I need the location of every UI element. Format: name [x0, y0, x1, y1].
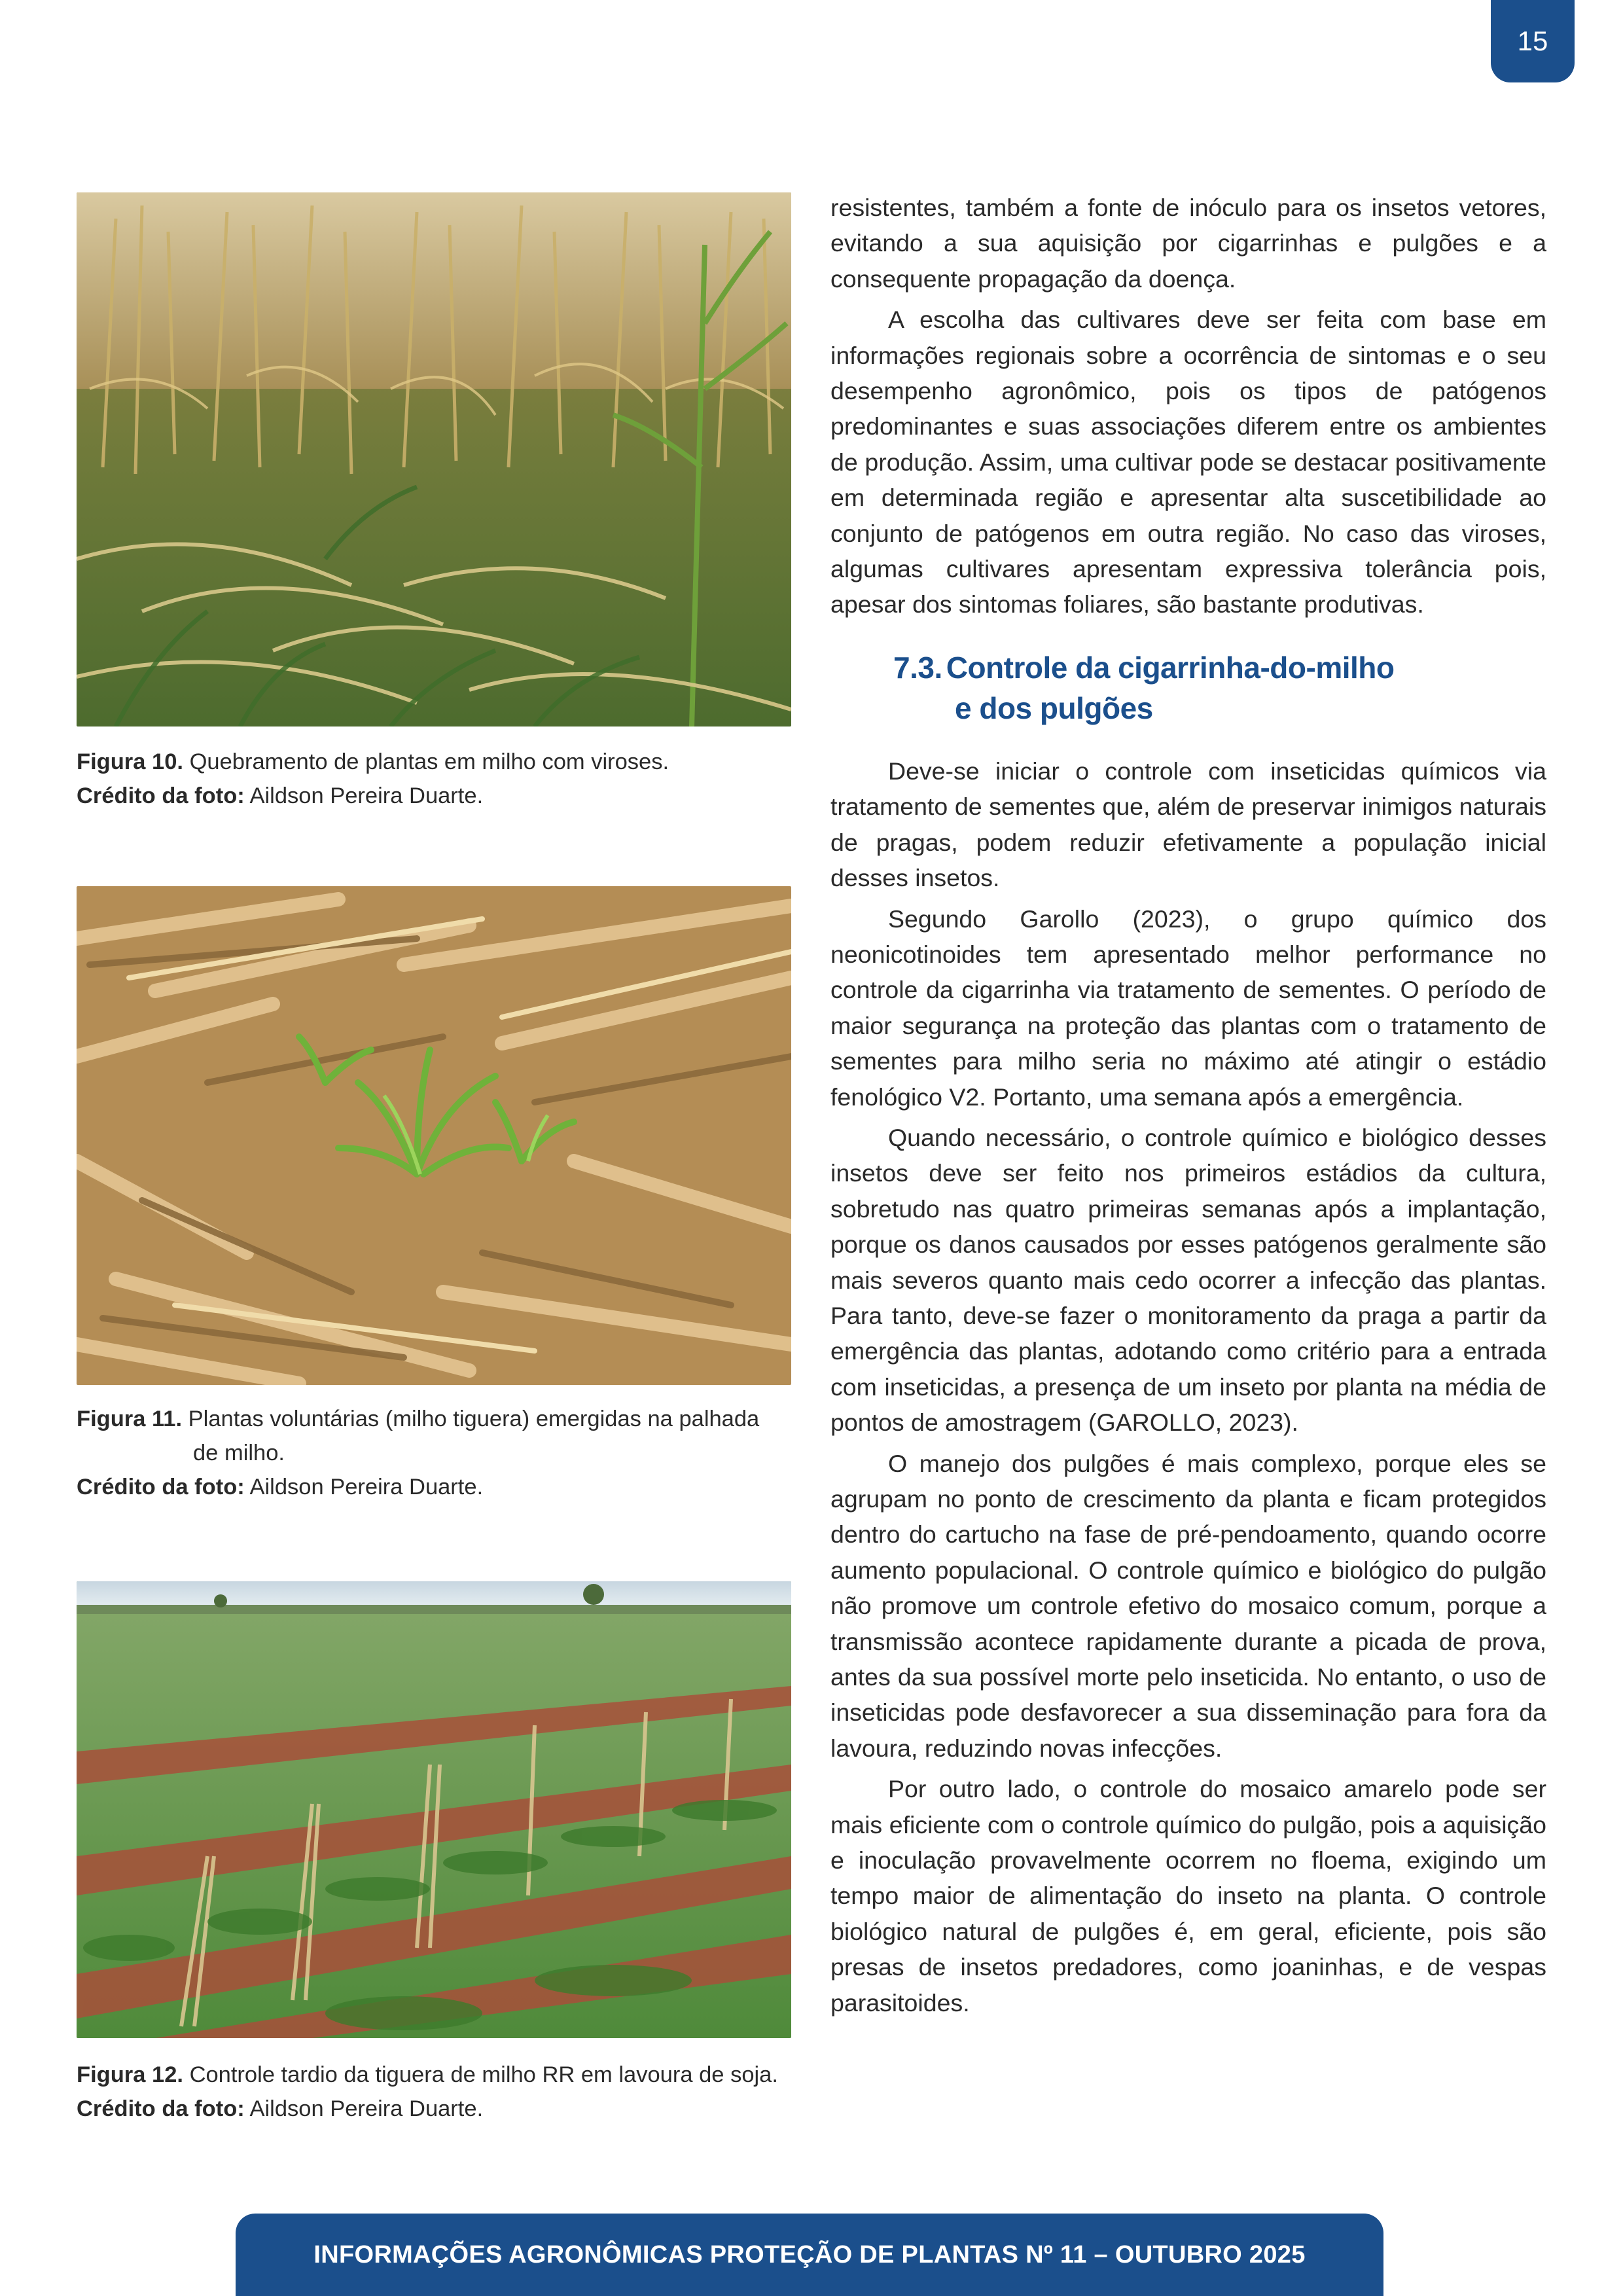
body-paragraph: resistentes, também a fonte de inóculo para os insetos vetores, evitando a sua aquisição por cigarrinhas e pulgões e a consequente propagação da doença. [830, 194, 1546, 293]
body-paragraph: Segundo Garollo (2023), o grupo químico dos neonicotinoides tem apresentado melhor performance no controle da cigarrinha via tratamento de sementes. O período de maior segurança na proteção das plantas com o tratamento de sementes para milho seria no máximo até atingir o estádio fenológico V2. Portanto, uma semana após a emergência. [830, 905, 1546, 1111]
figure-10-credit: Aildson Pereira Duarte. [249, 783, 484, 808]
page-number-tab [1491, 0, 1575, 82]
figure-11-photo [77, 886, 791, 1385]
body-paragraph: Deve-se iniciar o controle com inseticidas químicos via tratamento de sementes que, além de preservar inimigos naturais de pragas, podem reduzir efetivamente a população inicial desses insetos. [830, 757, 1546, 892]
figure-10-caption [77, 745, 791, 813]
figure-11-caption-text-2: de milho. [193, 1441, 285, 1465]
figure-11-credit-label: Crédito da foto: [77, 1475, 245, 1499]
section-title-line-2: e dos pulgões [955, 691, 1153, 725]
figure-10-label: Figura 10. [77, 749, 183, 774]
figure-10-credit-label: Crédito da foto: [77, 783, 245, 808]
section-heading [893, 647, 1546, 728]
body-paragraph: Por outro lado, o controle do mosaico amarelo pode ser mais eficiente com o controle químico do pulgão, pois a aquisição e inoculação provavelmente ocorrem no floema, exigindo um tempo maior de alimentação do inseto na planta. O controle biológico natural de pulgões é, em geral, eficiente, pois são presas de insetos predadores, como joaninhas, e de vespas parasitoides. [830, 1775, 1546, 2017]
page-number: 15 [1517, 26, 1548, 56]
figure-12-caption-text: Controle tardio da tiguera de milho RR em lavoura de soja. [189, 2062, 778, 2087]
body-text-column [830, 190, 1546, 2026]
figure-11-credit: Aildson Pereira Duarte. [249, 1475, 484, 1499]
section-number: 7.3. [893, 650, 942, 685]
figure-12-credit-label: Crédito da foto: [77, 2096, 245, 2121]
figure-12-label: Figura 12. [77, 2062, 183, 2087]
figure-11-caption-text-1: Plantas voluntárias (milho tiguera) emergidas na palhada [188, 1407, 760, 1431]
footer-text: INFORMAÇÕES AGRONÔMICAS PROTEÇÃO DE PLANTAS Nº 11 – OUTUBRO 2025 [313, 2240, 1306, 2269]
figure-10-photo [77, 192, 791, 726]
footer-bar [236, 2214, 1383, 2296]
figure-11-label: Figura 11. [77, 1407, 183, 1431]
body-paragraph: A escolha das cultivares deve ser feita com base em informações regionais sobre a ocorrência de sintomas e o seu desempenho agronômico, pois os tipos de patógenos predominantes e suas associações diferem entre os ambientes de produção. Assim, uma cultivar pode se destacar positivamente em determinada região e apresentar alta suscetibilidade ao conjunto de patógenos em outra região. No caso das viroses, algumas cultivares apresentam expressiva tolerância pois, apesar dos sintomas foliares, são bastante produtivas. [830, 306, 1546, 619]
section-title-line-1: Controle da cigarrinha-do-milho [946, 650, 1395, 685]
figure-12-credit: Aildson Pereira Duarte. [249, 2096, 484, 2121]
body-paragraph: O manejo dos pulgões é mais complexo, porque eles se agrupam no ponto de crescimento da planta e ficam protegidos dentro do cartucho na fase de pré-pendoamento, quando ocorre aumento populacional. O controle químico e biológico do pulgão não promove um controle efetivo do mosaico comum, porque a transmissão acontece rapidamente durante a picada de prova, antes da sua possível morte pelo inseticida. No entanto, o uso de inseticidas pode desfavorecer a sua disseminação para fora da lavoura, reduzindo novas infecções. [830, 1449, 1546, 1762]
figure-10-caption-text: Quebramento de plantas em milho com viroses. [189, 749, 669, 774]
figure-12-caption [77, 2058, 791, 2126]
body-paragraph: Quando necessário, o controle químico e biológico desses insetos deve ser feito nos primeiros estádios da cultura, sobretudo nas quatro primeiras semanas após a implantação, porque os danos causados por esses patógenos geralmente são mais severos quanto mais cedo ocorrer a infecção das plantas. Para tanto, deve-se fazer o monitoramento da praga a partir da emergência das plantas, adotando como critério para a entrada com inseticidas, a presença de um inseto por planta na média de pontos de amostragem (GAROLLO, 2023). [830, 1123, 1546, 1437]
figure-12-photo [77, 1581, 791, 2038]
figure-11-caption [77, 1402, 791, 1504]
